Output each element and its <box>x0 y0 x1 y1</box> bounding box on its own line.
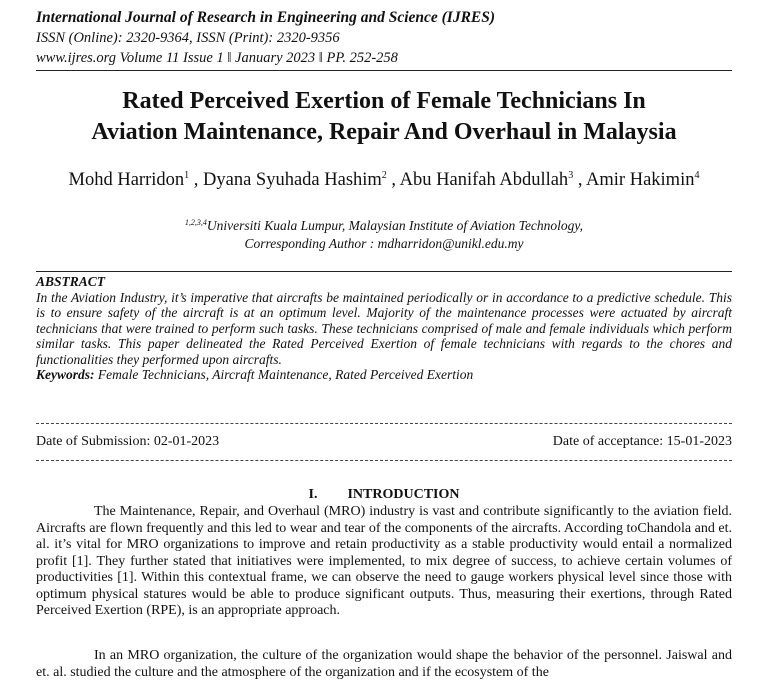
affiliation-block <box>50 217 718 253</box>
section-number: I. <box>308 487 318 502</box>
author-name: Abu Hanifah Abdullah <box>399 170 569 190</box>
author-name: Mohd Harridon <box>68 170 185 190</box>
abstract-rule <box>36 271 732 272</box>
journal-issn: ISSN (Online): 2320-9364, ISSN (Print): 2320-9356 <box>36 30 340 46</box>
author-sup: 2 <box>381 170 387 181</box>
corresponding-author[interactable]: Corresponding Author : mdharridon@unikl.edu.my <box>244 236 524 251</box>
author-name: Dyana Syuhada Hashim <box>203 170 382 190</box>
header-rule <box>36 70 732 71</box>
section-title: INTRODUCTION <box>347 487 460 502</box>
keywords-text: Female Technicians, Aircraft Maintenance, Rated Perceived Exertion <box>97 367 474 382</box>
title-line-1: Rated Perceived Exertion of Female Technicians In <box>122 88 646 114</box>
abstract-text: In the Aviation Industry, it’s imperative that aircrafts be maintained periodically or in accordance to a predictive schedule. This is to ensure safety of the aircraft is at an optimum level. Majority of the maintenance processes were actuated by aircraft technicians that were trained to perform such tasks. These technicians comprised of male and female individuals which perform similar tasks. This paper delineated the Rated Perceived Exertion of female technicians with regards to the chores and functionalities they performed upon aircrafts. <box>36 289 732 367</box>
dates-row <box>36 433 732 451</box>
author-sup: 1 <box>184 170 190 181</box>
intro-paragraph-2: In an MRO organization, the culture of the organization would shape the behavior of the personnel. Jaiswal and et. al. studied the culture and the atmosphere of the organization and if the ecosystem of the <box>36 648 732 680</box>
intro-paragraph-1: The Maintenance, Repair, and Overhaul (MRO) industry is vast and contribute significantly to the aviation field. Aircrafts are flown frequently and this led to wear and tear of the components of the aircrafts. According toChandola and et. al. it’s vital for MRO organizations to improve and retain productivity as a stable productivity would entail a normalized profit [1]. They further stated that initiatives were implemented, to mix degree of success, to achieve certain volumes of productivities [1]. Within this contextual frame, we can observe the need to gauge workers physical level since those with optimum physical statures would be able to produce significant outputs. Thus, measuring their exertions, through Rated Perceived Exertion (RPE), is an appropriate approach. <box>36 504 732 618</box>
affiliation: Universiti Kuala Lumpur, Malaysian Institute of Aviation Technology, <box>206 218 584 233</box>
journal-header <box>36 8 495 68</box>
section-heading <box>0 486 768 504</box>
dashed-divider <box>36 423 732 424</box>
paper-title <box>30 86 738 148</box>
submission-date: Date of Submission: 02-01-2023 <box>36 434 220 449</box>
author-sup: 4 <box>694 170 700 181</box>
abstract <box>36 274 732 383</box>
author-sep: , <box>386 170 400 190</box>
abstract-heading: ABSTRACT <box>36 274 106 289</box>
author-sep: , <box>573 170 587 190</box>
journal-volume[interactable]: www.ijres.org Volume 11 Issue 1 ǁ January 2023 ǁ PP. 252-258 <box>36 50 398 66</box>
author-sup: 3 <box>568 170 574 181</box>
keywords <box>36 367 732 383</box>
title-line-2: Aviation Maintenance, Repair And Overhaul in Malaysia <box>91 119 677 145</box>
author-name: Amir Hakimin <box>586 170 695 190</box>
journal-name: International Journal of Research in Engineering and Science (IJRES) <box>36 9 496 26</box>
dashed-divider <box>36 460 732 461</box>
author-sep: , <box>189 170 203 190</box>
affiliation-sup: 1,2,3,4 <box>184 218 207 227</box>
acceptance-date: Date of acceptance: 15-01-2023 <box>552 434 732 449</box>
author-list <box>50 168 718 192</box>
keywords-label: Keywords: <box>36 367 95 382</box>
